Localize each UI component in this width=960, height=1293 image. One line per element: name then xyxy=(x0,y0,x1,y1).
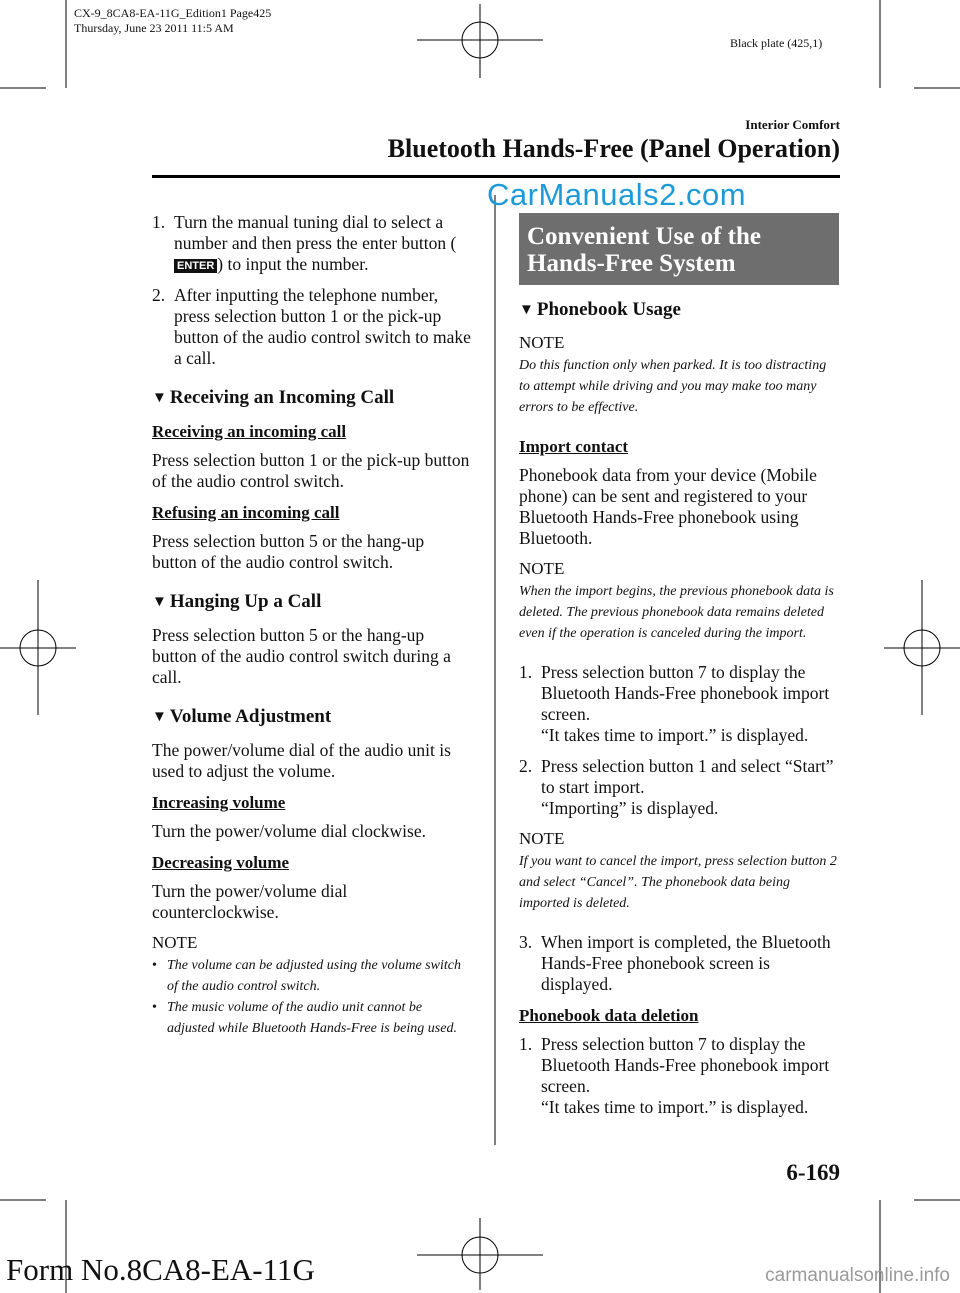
right-column xyxy=(519,213,839,1128)
section-label: Interior Comfort xyxy=(745,117,840,132)
watermark: CarManuals2.com xyxy=(487,177,747,212)
doc-id: CX-9_8CA8-EA-11G_Edition1 Page425 xyxy=(74,6,272,20)
subheading-increasing: Increasing volume xyxy=(152,793,286,812)
note-text: Do this function only when parked. It is too distracting to attempt while driving and you may make too many errors to be effective. xyxy=(519,358,827,415)
triangle-icon: ▼ xyxy=(152,390,167,406)
note-bullet: • The music volume of the audio unit cannot be adjusted while Bluetooth Hands-Free is being used. xyxy=(152,997,472,1039)
section-banner: Convenient Use of the Hands-Free System xyxy=(519,213,839,285)
list-item: 1. Press selection button 7 to display the Bluetooth Hands-Free phonebook import screen. “It takes time to import.” is displayed. xyxy=(519,662,830,745)
bullet-icon: • xyxy=(152,958,157,973)
note-label: NOTE xyxy=(519,559,565,578)
paragraph: Phonebook data from your device (Mobile phone) can be sent and registered to your Bluetooth Hands-Free phonebook using Bluetooth. xyxy=(519,465,817,548)
subheading-import: Import contact xyxy=(519,437,629,456)
subheading-receiving: Receiving an incoming call xyxy=(152,422,347,441)
step-number: 2. xyxy=(152,285,166,305)
subheading-refusing: Refusing an incoming call xyxy=(152,503,340,522)
print-timestamp: Thursday, June 23 2011 11:5 AM xyxy=(74,21,234,35)
list-item: 3. When import is completed, the Bluetooth Hands-Free phonebook screen is displayed. xyxy=(519,932,831,994)
note-label: NOTE xyxy=(152,933,198,952)
paragraph: Turn the power/volume dial counterclockwise. xyxy=(152,881,348,922)
paragraph: Press selection button 1 or the pick-up button of the audio control switch. xyxy=(152,450,470,491)
note-label: NOTE xyxy=(519,333,565,352)
paragraph: Turn the power/volume dial clockwise. xyxy=(152,821,426,841)
list-item: 1. Press selection button 7 to display the Bluetooth Hands-Free phonebook import screen. “It takes time to import.” is displayed. xyxy=(519,1034,830,1117)
heading-phonebook: ▼ Phonebook Usage xyxy=(519,299,681,320)
bullet-icon: • xyxy=(152,1000,157,1015)
paragraph: The power/volume dial of the audio unit is used to adjust the volume. xyxy=(152,740,451,781)
page-title: Bluetooth Hands-Free (Panel Operation) xyxy=(387,134,840,163)
list-item: 2. Press selection button 1 and select “Start” to start import. “Importing” is displayed. xyxy=(519,756,834,818)
form-number: Form No.8CA8-EA-11G xyxy=(6,1252,315,1287)
list-item xyxy=(152,285,472,369)
left-column xyxy=(152,212,472,1039)
list-item xyxy=(152,212,472,275)
triangle-icon: ▼ xyxy=(152,709,167,725)
subheading-deletion: Phonebook data deletion xyxy=(519,1006,699,1025)
subheading-decreasing: Decreasing volume xyxy=(152,853,290,872)
note-label: NOTE xyxy=(519,829,565,848)
step-text: Turn the manual tuning dial to select a number and then press the enter button (ENTER ) to input the number. xyxy=(174,212,457,274)
plate-label: Black plate (425,1) xyxy=(730,36,823,50)
enter-key-icon: ENTER xyxy=(174,259,217,273)
step-text: After inputting the telephone number, press selection button 1 or the pick-up button of the audio control switch to make a call. xyxy=(174,285,471,368)
heading-volume: ▼ Volume Adjustment xyxy=(152,706,332,727)
heading-receiving: ▼ Receiving an Incoming Call xyxy=(152,387,395,408)
note-text: If you want to cancel the import, press selection button 2 and select “Cancel”. The phonebook data being imported is deleted. xyxy=(519,854,837,911)
triangle-icon: ▼ xyxy=(152,594,167,610)
step-number: 1. xyxy=(152,212,166,232)
heading-hanging: ▼ Hanging Up a Call xyxy=(152,591,322,612)
triangle-icon: ▼ xyxy=(519,302,534,318)
page-number: 6-169 xyxy=(786,1160,840,1185)
paragraph: Press selection button 5 or the hang-up button of the audio control switch during a call. xyxy=(152,625,451,687)
paragraph: Press selection button 5 or the hang-up button of the audio control switch. xyxy=(152,531,425,572)
note-text: When the import begins, the previous phonebook data is deleted. The previous phonebook data remains deleted even if the operation is canceled during the import. xyxy=(519,584,834,641)
note-bullet: • The volume can be adjusted using the volume switch of the audio control switch. xyxy=(152,955,472,997)
site-watermark: carmanualsonline.info xyxy=(765,1265,950,1286)
